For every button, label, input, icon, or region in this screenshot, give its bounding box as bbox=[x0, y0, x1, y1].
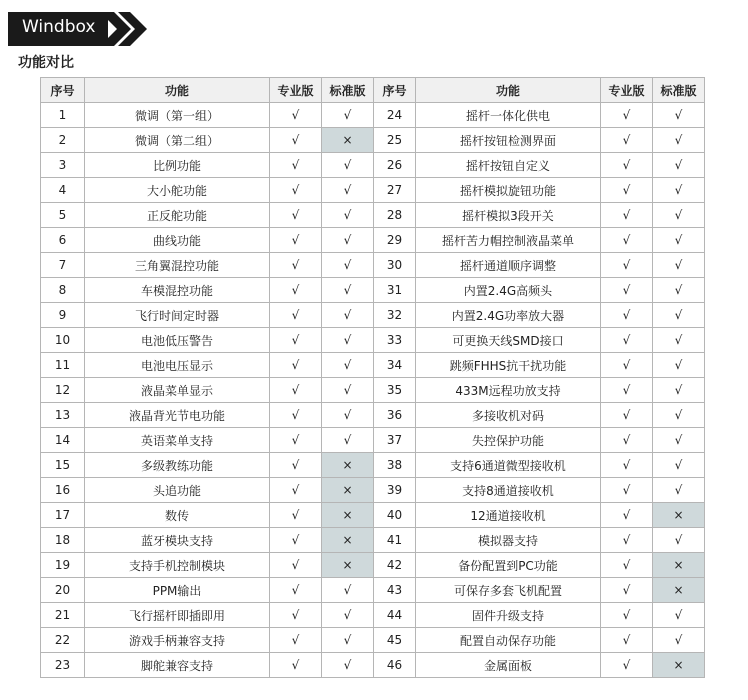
header-std: 标准版 bbox=[653, 78, 705, 103]
left-num-cell: 7 bbox=[41, 253, 85, 278]
left-std-cell: √ bbox=[322, 228, 374, 253]
brand-name: Windbox bbox=[22, 17, 96, 37]
right-feature-cell: 摇杆通道顺序调整 bbox=[416, 253, 601, 278]
right-std-cell: √ bbox=[653, 353, 705, 378]
table-row bbox=[41, 578, 705, 603]
left-feature-cell: 游戏手柄兼容支持 bbox=[85, 628, 270, 653]
right-pro-cell: √ bbox=[601, 203, 653, 228]
right-pro-cell: √ bbox=[601, 353, 653, 378]
left-pro-cell: √ bbox=[270, 378, 322, 403]
left-feature-cell: 支持手机控制模块 bbox=[85, 553, 270, 578]
right-feature-cell: 固件升级支持 bbox=[416, 603, 601, 628]
left-feature-cell: 微调（第二组） bbox=[85, 128, 270, 153]
left-feature-cell: 多级教练功能 bbox=[85, 453, 270, 478]
left-std-cell: × bbox=[322, 478, 374, 503]
left-std-cell: √ bbox=[322, 278, 374, 303]
right-std-cell: √ bbox=[653, 153, 705, 178]
left-feature-cell: PPM输出 bbox=[85, 578, 270, 603]
right-pro-cell: √ bbox=[601, 378, 653, 403]
table-row bbox=[41, 453, 705, 478]
table-row bbox=[41, 628, 705, 653]
right-feature-cell: 12通道接收机 bbox=[416, 503, 601, 528]
right-num-cell: 34 bbox=[374, 353, 416, 378]
left-feature-cell: 英语菜单支持 bbox=[85, 428, 270, 453]
right-std-cell: √ bbox=[653, 253, 705, 278]
table-row bbox=[41, 228, 705, 253]
right-num-cell: 40 bbox=[374, 503, 416, 528]
left-std-cell: × bbox=[322, 128, 374, 153]
left-pro-cell: √ bbox=[270, 628, 322, 653]
left-feature-cell: 大小舵功能 bbox=[85, 178, 270, 203]
right-std-cell: √ bbox=[653, 528, 705, 553]
right-num-cell: 27 bbox=[374, 178, 416, 203]
right-feature-cell: 内置2.4G功率放大器 bbox=[416, 303, 601, 328]
right-pro-cell: √ bbox=[601, 328, 653, 353]
table-row bbox=[41, 153, 705, 178]
left-std-cell: × bbox=[322, 453, 374, 478]
right-pro-cell: √ bbox=[601, 553, 653, 578]
right-std-cell: √ bbox=[653, 103, 705, 128]
right-std-cell: √ bbox=[653, 128, 705, 153]
right-num-cell: 24 bbox=[374, 103, 416, 128]
right-feature-cell: 摇杆一体化供电 bbox=[416, 103, 601, 128]
left-pro-cell: √ bbox=[270, 153, 322, 178]
left-std-cell: √ bbox=[322, 253, 374, 278]
right-feature-cell: 内置2.4G高频头 bbox=[416, 278, 601, 303]
right-pro-cell: √ bbox=[601, 103, 653, 128]
header-pro: 专业版 bbox=[270, 78, 322, 103]
right-pro-cell: √ bbox=[601, 528, 653, 553]
header-std: 标准版 bbox=[322, 78, 374, 103]
right-num-cell: 45 bbox=[374, 628, 416, 653]
left-feature-cell: 飞行时间定时器 bbox=[85, 303, 270, 328]
right-num-cell: 46 bbox=[374, 653, 416, 678]
left-feature-cell: 飞行摇杆即插即用 bbox=[85, 603, 270, 628]
left-pro-cell: √ bbox=[270, 428, 322, 453]
left-pro-cell: √ bbox=[270, 253, 322, 278]
right-pro-cell: √ bbox=[601, 253, 653, 278]
right-std-cell: × bbox=[653, 653, 705, 678]
left-num-cell: 14 bbox=[41, 428, 85, 453]
left-feature-cell: 车模混控功能 bbox=[85, 278, 270, 303]
right-num-cell: 32 bbox=[374, 303, 416, 328]
table-row bbox=[41, 253, 705, 278]
left-num-cell: 3 bbox=[41, 153, 85, 178]
right-feature-cell: 摇杆模拟旋钮功能 bbox=[416, 178, 601, 203]
table-row bbox=[41, 128, 705, 153]
left-feature-cell: 比例功能 bbox=[85, 153, 270, 178]
left-std-cell: √ bbox=[322, 153, 374, 178]
left-feature-cell: 液晶菜单显示 bbox=[85, 378, 270, 403]
left-num-cell: 15 bbox=[41, 453, 85, 478]
right-num-cell: 35 bbox=[374, 378, 416, 403]
right-std-cell: √ bbox=[653, 228, 705, 253]
right-feature-cell: 摇杆苦力帽控制液晶菜单 bbox=[416, 228, 601, 253]
right-num-cell: 31 bbox=[374, 278, 416, 303]
right-feature-cell: 金属面板 bbox=[416, 653, 601, 678]
header-num: 序号 bbox=[41, 78, 85, 103]
right-num-cell: 29 bbox=[374, 228, 416, 253]
left-std-cell: √ bbox=[322, 603, 374, 628]
right-std-cell: √ bbox=[653, 453, 705, 478]
left-feature-cell: 电池低压警告 bbox=[85, 328, 270, 353]
table-row bbox=[41, 278, 705, 303]
left-std-cell: × bbox=[322, 528, 374, 553]
right-pro-cell: √ bbox=[601, 578, 653, 603]
right-num-cell: 26 bbox=[374, 153, 416, 178]
left-feature-cell: 微调（第一组） bbox=[85, 103, 270, 128]
right-pro-cell: √ bbox=[601, 303, 653, 328]
right-feature-cell: 模拟器支持 bbox=[416, 528, 601, 553]
left-std-cell: √ bbox=[322, 353, 374, 378]
table-row bbox=[41, 203, 705, 228]
right-feature-cell: 失控保护功能 bbox=[416, 428, 601, 453]
left-num-cell: 18 bbox=[41, 528, 85, 553]
table-row bbox=[41, 428, 705, 453]
left-pro-cell: √ bbox=[270, 578, 322, 603]
left-num-cell: 4 bbox=[41, 178, 85, 203]
right-std-cell: √ bbox=[653, 603, 705, 628]
right-num-cell: 36 bbox=[374, 403, 416, 428]
left-pro-cell: √ bbox=[270, 278, 322, 303]
right-std-cell: × bbox=[653, 553, 705, 578]
left-num-cell: 6 bbox=[41, 228, 85, 253]
table-row bbox=[41, 303, 705, 328]
table-row bbox=[41, 528, 705, 553]
left-std-cell: √ bbox=[322, 578, 374, 603]
right-pro-cell: √ bbox=[601, 128, 653, 153]
table-row bbox=[41, 328, 705, 353]
right-feature-cell: 支持8通道接收机 bbox=[416, 478, 601, 503]
right-num-cell: 39 bbox=[374, 478, 416, 503]
left-pro-cell: √ bbox=[270, 328, 322, 353]
left-pro-cell: √ bbox=[270, 228, 322, 253]
header-num: 序号 bbox=[374, 78, 416, 103]
left-pro-cell: √ bbox=[270, 403, 322, 428]
feature-comparison-table bbox=[40, 77, 705, 678]
right-std-cell: √ bbox=[653, 378, 705, 403]
right-feature-cell: 跳频FHHS抗干扰功能 bbox=[416, 353, 601, 378]
right-num-cell: 42 bbox=[374, 553, 416, 578]
right-num-cell: 30 bbox=[374, 253, 416, 278]
left-num-cell: 5 bbox=[41, 203, 85, 228]
left-std-cell: √ bbox=[322, 203, 374, 228]
right-feature-cell: 摇杆按钮检测界面 bbox=[416, 128, 601, 153]
table-row bbox=[41, 553, 705, 578]
right-feature-cell: 可更换天线SMD接口 bbox=[416, 328, 601, 353]
right-pro-cell: √ bbox=[601, 653, 653, 678]
table-row bbox=[41, 103, 705, 128]
table-row bbox=[41, 353, 705, 378]
right-feature-cell: 摇杆按钮自定义 bbox=[416, 153, 601, 178]
right-num-cell: 25 bbox=[374, 128, 416, 153]
right-feature-cell: 摇杆模拟3段开关 bbox=[416, 203, 601, 228]
right-pro-cell: √ bbox=[601, 153, 653, 178]
right-num-cell: 43 bbox=[374, 578, 416, 603]
left-std-cell: √ bbox=[322, 303, 374, 328]
left-feature-cell: 数传 bbox=[85, 503, 270, 528]
left-feature-cell: 头追功能 bbox=[85, 478, 270, 503]
header-feature: 功能 bbox=[416, 78, 601, 103]
chevron-arrows-icon bbox=[100, 12, 160, 46]
left-pro-cell: √ bbox=[270, 528, 322, 553]
left-std-cell: √ bbox=[322, 378, 374, 403]
right-std-cell: √ bbox=[653, 303, 705, 328]
left-num-cell: 22 bbox=[41, 628, 85, 653]
right-pro-cell: √ bbox=[601, 278, 653, 303]
left-pro-cell: √ bbox=[270, 453, 322, 478]
left-num-cell: 17 bbox=[41, 503, 85, 528]
table-row bbox=[41, 603, 705, 628]
right-std-cell: √ bbox=[653, 628, 705, 653]
left-num-cell: 10 bbox=[41, 328, 85, 353]
header-pro: 专业版 bbox=[601, 78, 653, 103]
left-std-cell: √ bbox=[322, 103, 374, 128]
right-num-cell: 44 bbox=[374, 603, 416, 628]
right-std-cell: × bbox=[653, 503, 705, 528]
right-std-cell: √ bbox=[653, 328, 705, 353]
left-num-cell: 13 bbox=[41, 403, 85, 428]
left-num-cell: 8 bbox=[41, 278, 85, 303]
right-std-cell: √ bbox=[653, 278, 705, 303]
left-std-cell: × bbox=[322, 503, 374, 528]
right-feature-cell: 配置自动保存功能 bbox=[416, 628, 601, 653]
left-feature-cell: 蓝牙模块支持 bbox=[85, 528, 270, 553]
table-row bbox=[41, 653, 705, 678]
right-std-cell: √ bbox=[653, 478, 705, 503]
right-pro-cell: √ bbox=[601, 403, 653, 428]
right-pro-cell: √ bbox=[601, 628, 653, 653]
left-std-cell: √ bbox=[322, 653, 374, 678]
brand-banner bbox=[8, 12, 158, 46]
left-feature-cell: 正反舵功能 bbox=[85, 203, 270, 228]
left-num-cell: 19 bbox=[41, 553, 85, 578]
right-std-cell: √ bbox=[653, 203, 705, 228]
right-num-cell: 28 bbox=[374, 203, 416, 228]
right-std-cell: × bbox=[653, 578, 705, 603]
right-num-cell: 41 bbox=[374, 528, 416, 553]
left-pro-cell: √ bbox=[270, 653, 322, 678]
right-pro-cell: √ bbox=[601, 428, 653, 453]
header-feature: 功能 bbox=[85, 78, 270, 103]
left-num-cell: 12 bbox=[41, 378, 85, 403]
right-feature-cell: 多接收机对码 bbox=[416, 403, 601, 428]
table-row bbox=[41, 478, 705, 503]
right-std-cell: √ bbox=[653, 403, 705, 428]
left-pro-cell: √ bbox=[270, 603, 322, 628]
left-num-cell: 2 bbox=[41, 128, 85, 153]
left-pro-cell: √ bbox=[270, 503, 322, 528]
table-row bbox=[41, 378, 705, 403]
right-feature-cell: 433M远程功放支持 bbox=[416, 378, 601, 403]
left-num-cell: 9 bbox=[41, 303, 85, 328]
left-num-cell: 16 bbox=[41, 478, 85, 503]
left-num-cell: 1 bbox=[41, 103, 85, 128]
right-std-cell: √ bbox=[653, 178, 705, 203]
right-num-cell: 37 bbox=[374, 428, 416, 453]
left-feature-cell: 液晶背光节电功能 bbox=[85, 403, 270, 428]
left-pro-cell: √ bbox=[270, 478, 322, 503]
table-body bbox=[41, 103, 705, 678]
right-feature-cell: 可保存多套飞机配置 bbox=[416, 578, 601, 603]
left-pro-cell: √ bbox=[270, 178, 322, 203]
table-row bbox=[41, 403, 705, 428]
left-feature-cell: 三角翼混控功能 bbox=[85, 253, 270, 278]
left-std-cell: √ bbox=[322, 328, 374, 353]
right-feature-cell: 备份配置到PC功能 bbox=[416, 553, 601, 578]
left-std-cell: √ bbox=[322, 178, 374, 203]
left-pro-cell: √ bbox=[270, 103, 322, 128]
left-num-cell: 21 bbox=[41, 603, 85, 628]
right-num-cell: 38 bbox=[374, 453, 416, 478]
table-header-row bbox=[41, 78, 705, 103]
right-pro-cell: √ bbox=[601, 603, 653, 628]
right-pro-cell: √ bbox=[601, 478, 653, 503]
left-std-cell: √ bbox=[322, 403, 374, 428]
right-pro-cell: √ bbox=[601, 503, 653, 528]
left-pro-cell: √ bbox=[270, 553, 322, 578]
left-feature-cell: 曲线功能 bbox=[85, 228, 270, 253]
left-pro-cell: √ bbox=[270, 203, 322, 228]
left-std-cell: × bbox=[322, 553, 374, 578]
right-feature-cell: 支持6通道微型接收机 bbox=[416, 453, 601, 478]
right-pro-cell: √ bbox=[601, 228, 653, 253]
left-num-cell: 11 bbox=[41, 353, 85, 378]
left-num-cell: 20 bbox=[41, 578, 85, 603]
table-row bbox=[41, 178, 705, 203]
left-feature-cell: 电池电压显示 bbox=[85, 353, 270, 378]
table-row bbox=[41, 503, 705, 528]
left-feature-cell: 脚舵兼容支持 bbox=[85, 653, 270, 678]
left-pro-cell: √ bbox=[270, 128, 322, 153]
right-pro-cell: √ bbox=[601, 453, 653, 478]
left-pro-cell: √ bbox=[270, 303, 322, 328]
section-title: 功能对比 bbox=[18, 55, 74, 71]
left-pro-cell: √ bbox=[270, 353, 322, 378]
left-std-cell: √ bbox=[322, 428, 374, 453]
left-std-cell: √ bbox=[322, 628, 374, 653]
right-pro-cell: √ bbox=[601, 178, 653, 203]
right-num-cell: 33 bbox=[374, 328, 416, 353]
left-num-cell: 23 bbox=[41, 653, 85, 678]
right-std-cell: √ bbox=[653, 428, 705, 453]
